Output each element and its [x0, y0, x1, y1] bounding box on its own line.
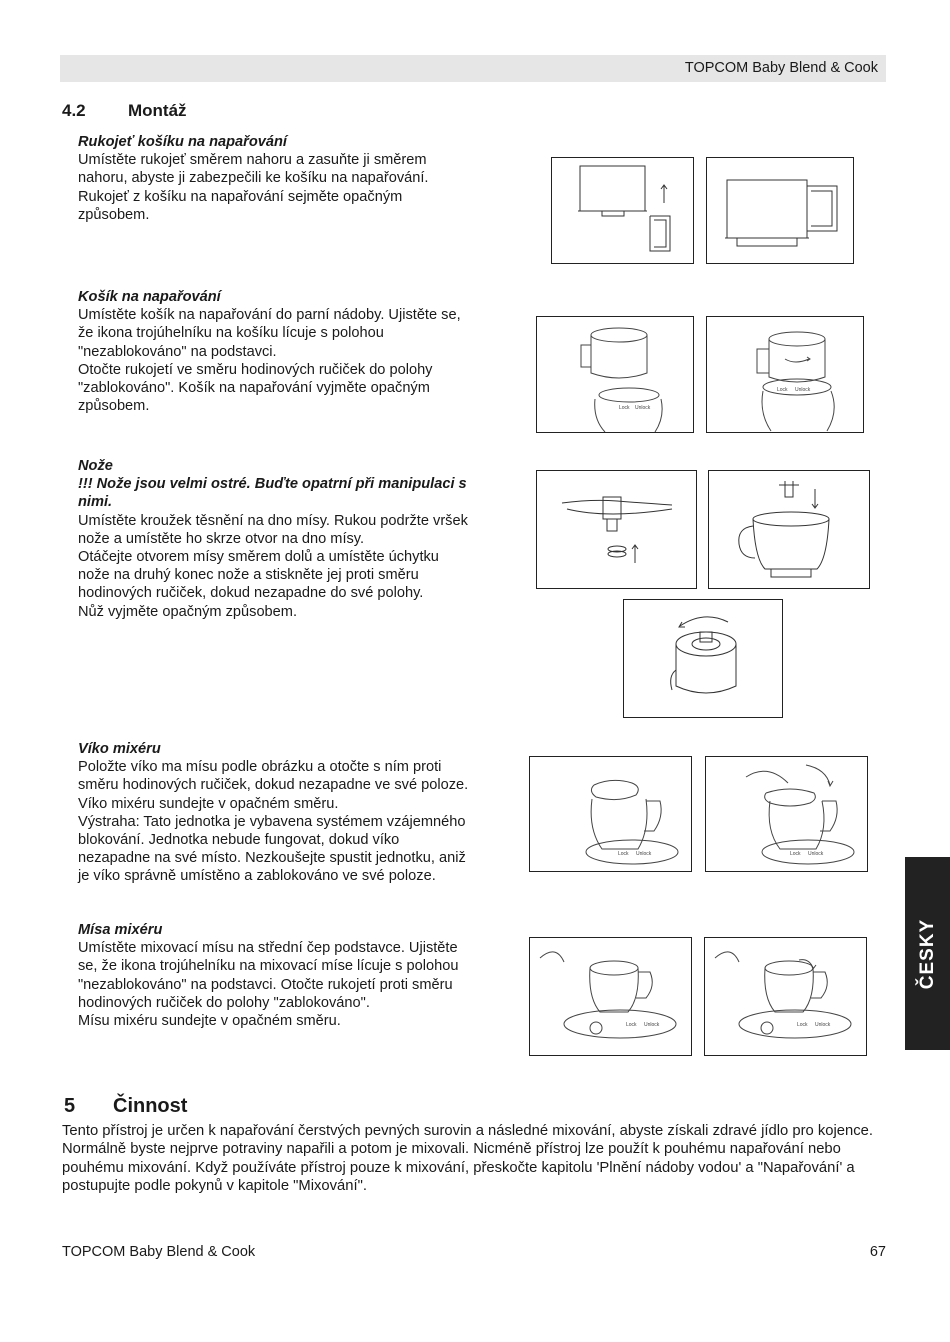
figure-handle-attach	[551, 157, 694, 264]
page-number: 67	[869, 1244, 886, 1260]
figure-lid-place	[529, 756, 692, 872]
page-header	[60, 55, 886, 82]
step-title: Košík na napařování	[78, 289, 221, 305]
figure-basket-place	[536, 316, 694, 433]
section-title: Montáž	[128, 101, 187, 120]
step-text: Položte víko ma mísu podle obrázku a otočte s ním proti směru hodinových ručiček, dokud nezapadne ve své poloze. Víko mixéru sundejte v opačném směru. Výstraha: Tato jednotka je vybavena systémem vzájemného blokování. Jednotka nebude fungovat, dokud víko nezapadne na své místo. Nezkoušejte spustit jednotku, aniž je víko správně umístěno a zablokováno ve své poloze.	[78, 759, 469, 885]
unlock-label: Unlock	[635, 405, 651, 411]
figure-blade-seal	[536, 470, 697, 589]
step-warning: !!! Nože jsou velmi ostré. Buďte opatrní při manipulaci s nimi.	[78, 476, 467, 511]
unlock-label: Unlock	[636, 851, 652, 857]
language-tab-label: ČESKY	[916, 918, 938, 989]
figure-bowl-lock	[704, 937, 867, 1056]
step-title: Víko mixéru	[78, 741, 161, 757]
section5-title: Činnost	[113, 1095, 188, 1117]
step-blender-lid	[78, 740, 503, 886]
lock-label: Lock	[619, 405, 630, 411]
step-blender-bowl	[78, 921, 503, 1030]
step-handle	[78, 133, 503, 224]
unlock-label: Unlock	[795, 387, 811, 393]
step-title: Rukojeť košíku na napařování	[78, 134, 287, 150]
figure-blade-lock	[623, 599, 783, 718]
language-tab	[905, 857, 950, 1050]
step-text: Umístěte kroužek těsnění na dno mísy. Rukou podržte vršek nože a umístěte ho skrze otvor na dno mísy. Otáčejte otvorem mísy směrem dolů a umístěte úchytku nože na druhý konec nože a stiskněte jej proti směru hodinových ručiček, dokud nezapadne do své polohy. Nůž vyjměte opačným způsobem.	[78, 512, 468, 620]
section5-text: Tento přístroj je určen k napařování čerstvých pevných surovin a následné mixování, abyste získali zdravé jídlo pro kojence. Normálně byste nejprve potraviny napařili a potom je mixovali. Nicméně přístroj lze použít k pouhému napařování nebo pouhému mixování. Když používáte přístroj pouze k mixování, přeskočte kapitolu 'Plnění nádoby vodou' a "Napařování' a postupujte podle pokynů v kapitole "Mixování".	[62, 1123, 873, 1195]
figure-basket-lock	[706, 316, 864, 433]
footer-title: TOPCOM Baby Blend & Cook	[62, 1244, 256, 1260]
figure-lid-lock	[705, 756, 868, 872]
lock-label: Lock	[618, 851, 629, 857]
unlock-label: Unlock	[644, 1022, 660, 1028]
lock-label: Lock	[790, 851, 801, 857]
unlock-label: Unlock	[808, 851, 824, 857]
lock-label: Lock	[626, 1022, 637, 1028]
step-blades	[78, 457, 503, 621]
lock-label: Lock	[777, 387, 788, 393]
header-title: TOPCOM Baby Blend & Cook	[684, 60, 878, 76]
section-number: 4.2	[62, 101, 86, 120]
step-title: Mísa mixéru	[78, 922, 163, 938]
step-text: Umístěte rukojeť směrem nahoru a zasuňte ji směrem nahoru, abyste ji zabezpečili ke košíku na napařování. Rukojeť z košíku na napařování sejměte opačným způsobem.	[78, 152, 429, 223]
figure-handle-attached	[706, 157, 854, 264]
step-steam-basket	[78, 288, 503, 415]
step-text: Umístěte košík na napařování do parní nádoby. Ujistěte se, že ikona trojúhelníku na košíku lícuje s polohou "nezablokováno" na podstavci. Otočte rukojetí ve směru hodinových ručiček do polohy "zablokováno". Košík na napařování vyjměte opačným způsobem.	[78, 307, 461, 415]
lock-label: Lock	[797, 1022, 808, 1028]
step-text: Umístěte mixovací mísu na střední čep podstavce. Ujistěte se, že ikona trojúhelníku na mixovací míse lícuje s polohou "nezablokováno" na podstavci. Otočte rukojetí proti směru hodinových ručiček do polohy "zablokováno". Mísu mixéru sundejte v opačném směru.	[78, 940, 459, 1030]
figure-blade-insert	[708, 470, 870, 589]
figure-bowl-place	[529, 937, 692, 1056]
unlock-label: Unlock	[815, 1022, 831, 1028]
step-title: Nože	[78, 458, 113, 474]
section5-number: 5	[64, 1095, 76, 1117]
